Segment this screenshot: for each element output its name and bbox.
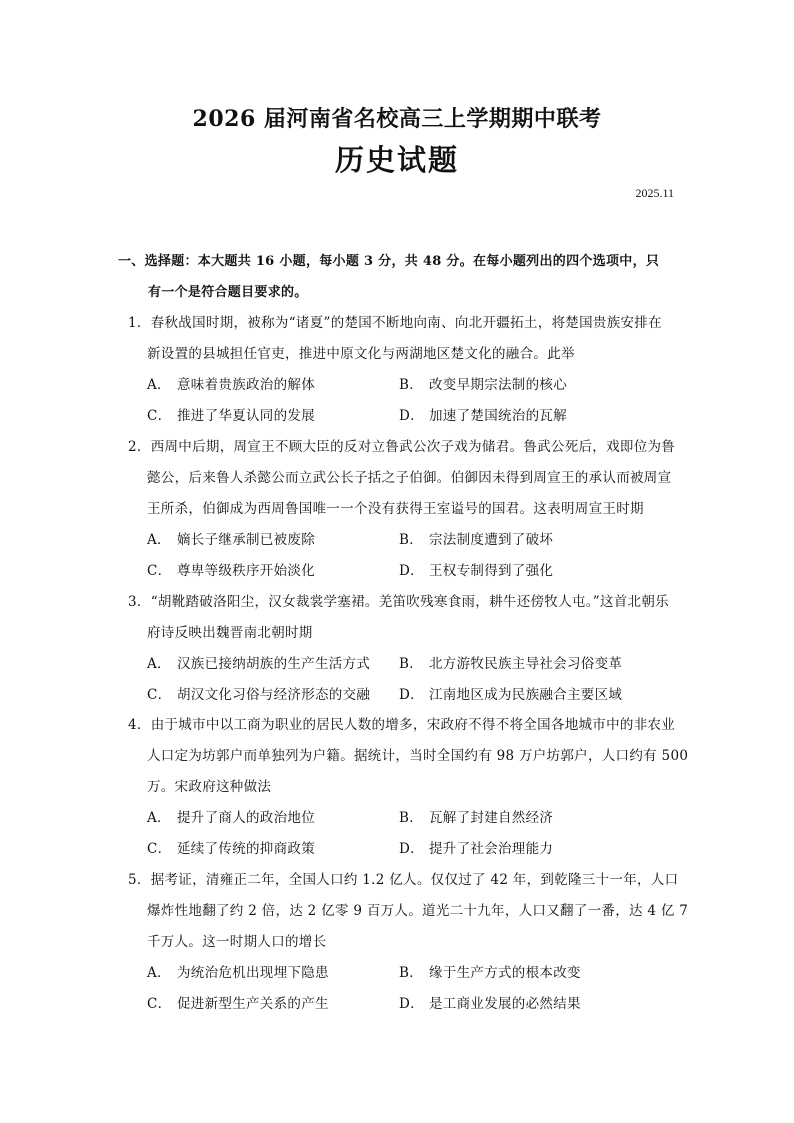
option-a[interactable]: A． 提升了商人的政治地位	[147, 810, 315, 826]
question-stem-line: 新设置的县城担任官吏，推进中原文化与两湖地区楚文化的融合。此举	[147, 346, 575, 362]
option-b[interactable]: B． 北方游牧民族主导社会习俗变革	[399, 656, 623, 672]
option-b[interactable]: B． 缘于生产方式的根本改变	[399, 965, 581, 981]
question-stem-line: 5．据考证，清雍正二年，全国人口约 1.2 亿人。仅仅过了 42 年，到乾隆三十一年，人口	[128, 872, 679, 888]
question-stem-line: 4．由于城市中以工商为职业的居民人数的增多，宋政府不得不将全国各地城市中的非农业	[128, 717, 676, 733]
question-stem-line: 王所杀，伯御成为西周鲁国唯一一个没有获得王室谥号的国君。这表明周宣王时期	[147, 501, 644, 517]
option-a[interactable]: A． 汉族已接纳胡族的生产生活方式	[147, 656, 371, 672]
option-d[interactable]: D． 加速了楚国统治的瓦解	[399, 408, 567, 424]
subject-title: 历史试题	[334, 143, 459, 177]
exam-title: 2026 届河南省名校高三上学期期中联考	[192, 106, 602, 132]
question-2	[128, 432, 678, 587]
section-instructions	[118, 246, 678, 308]
question-stem-line: 1．春秋战国时期，被称为“诸夏”的楚国不断地向南、向北开疆拓土，将楚国贵族安排在	[128, 315, 662, 331]
option-c[interactable]: C． 推进了华夏认同的发展	[147, 408, 315, 424]
option-d[interactable]: D． 提升了社会治理能力	[399, 841, 554, 857]
options	[147, 803, 678, 865]
question-stem-line: 2．西周中后期，周宣王不顾大臣的反对立鲁武公次子戏为储君。鲁武公死后，戏即位为鲁	[128, 439, 676, 455]
question-stem-line: 府诗反映出魏晋南北朝时期	[147, 625, 313, 641]
option-c[interactable]: C． 延续了传统的抑商政策	[147, 841, 315, 857]
option-b[interactable]: B． 瓦解了封建自然经济	[399, 810, 554, 826]
question-5	[128, 865, 689, 1020]
question-stem-line: 3．“胡靴踏破洛阳尘，汉女裁裳学塞裙。羌笛吹残寒食雨，耕牛还傍牧人屯。”这首北朝乐	[128, 594, 669, 610]
question-stem-line: 懿公，后来鲁人杀懿公而立武公长子括之子伯御。伯御因未得到周宣王的承认而被周宣	[147, 470, 672, 486]
options	[147, 525, 678, 587]
question-stem-line: 人口定为坊郭户而单独列为户籍。据统计，当时全国约有 98 万户坊郭户，人口约有 500	[147, 748, 689, 764]
question-stem-line: 爆炸性地翻了约 2 倍，达 2 亿零 9 百万人。道光二十九年，人口又翻了一番，达 4 亿 7	[147, 903, 689, 919]
option-a[interactable]: A． 为统治危机出现埋下隐患	[147, 965, 329, 981]
option-a[interactable]: A． 嫡长子继承制已被废除	[147, 532, 315, 548]
question-1	[128, 308, 678, 432]
option-d[interactable]: D． 江南地区成为民族融合主要区域	[399, 687, 623, 703]
option-c[interactable]: C． 尊卑等级秩序开始淡化	[147, 563, 315, 579]
option-b[interactable]: B． 改变早期宗法制的核心	[399, 377, 567, 393]
option-a[interactable]: A． 意味着贵族政治的解体	[147, 377, 315, 393]
options	[147, 649, 678, 711]
option-d[interactable]: D． 是工商业发展的必然结果	[399, 996, 581, 1012]
exam-date: 2025.11	[635, 186, 674, 200]
section-instructions-line: 一、选择题：本大题共 16 小题，每小题 3 分，共 48 分。在每小题列出的四个选项中，只	[118, 254, 660, 269]
option-d[interactable]: D． 王权专制得到了强化	[399, 563, 554, 579]
question-stem-line: 万。宋政府这种做法	[147, 779, 272, 795]
question-stem-line: 千万人。这一时期人口的增长	[147, 934, 327, 950]
option-c[interactable]: C． 促进新型生产关系的产生	[147, 996, 329, 1012]
options	[147, 958, 678, 1020]
question-4	[128, 710, 689, 865]
question-3	[128, 587, 678, 711]
options	[147, 370, 678, 432]
option-b[interactable]: B． 宗法制度遭到了破坏	[399, 532, 554, 548]
option-c[interactable]: C． 胡汉文化习俗与经济形态的交融	[147, 687, 371, 703]
section-instructions-line: 有一个是符合题目要求的。	[148, 285, 308, 300]
